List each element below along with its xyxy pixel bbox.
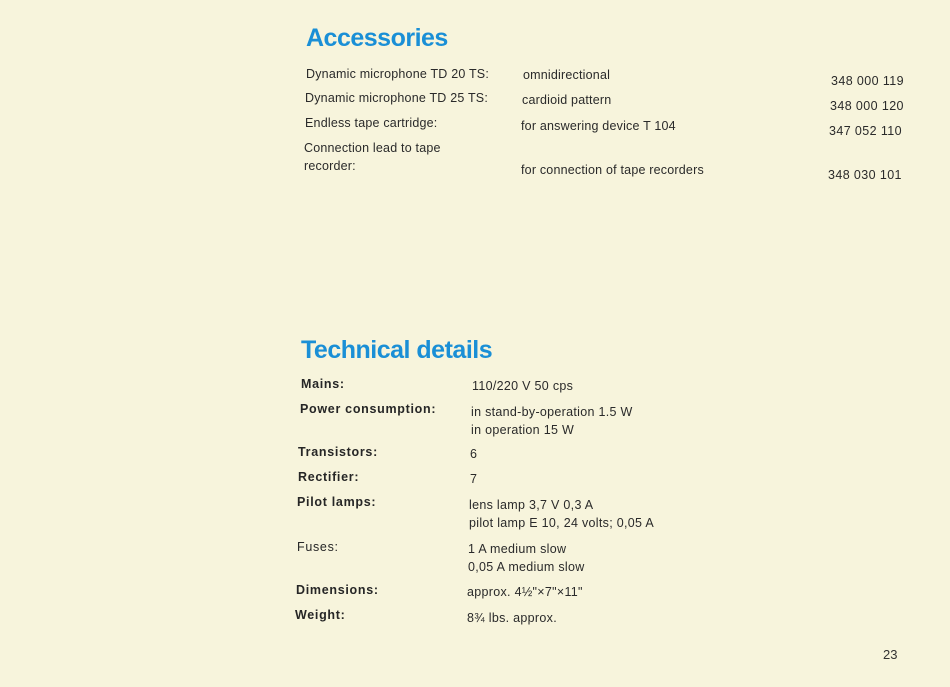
spec-value-line: 0,05 A medium slow (468, 560, 585, 574)
spec-value-line: 7 (470, 472, 478, 486)
spec-value-line: 8¾ lbs. approx. (467, 611, 557, 625)
spec-value-fuses (468, 540, 585, 576)
accessory-name: Dynamic microphone TD 25 TS: (305, 91, 488, 105)
spec-value-line: pilot lamp E 10, 24 volts; 0,05 A (469, 516, 655, 530)
spec-value-dimensions (467, 583, 583, 601)
spec-label-transistors: Transistors: (298, 445, 378, 459)
spec-value-line: in stand-by-operation 1.5 W (471, 405, 633, 419)
accessory-description: for connection of tape recorders (521, 163, 704, 177)
spec-value-line: lens lamp 3,7 V 0,3 A (469, 498, 594, 512)
spec-label-power-consumption: Power consumption: (300, 402, 437, 416)
accessories-heading: Accessories (306, 24, 448, 52)
accessory-name: Dynamic microphone TD 20 TS: (306, 67, 489, 81)
accessory-description: cardioid pattern (522, 93, 612, 107)
accessory-name: Endless tape cartridge: (305, 116, 438, 130)
spec-label-dimensions: Dimensions: (296, 583, 379, 597)
spec-value-pilot-lamps (469, 496, 654, 532)
spec-value-mains (472, 377, 573, 395)
spec-value-line: 110/220 V 50 cps (472, 379, 574, 393)
spec-value-rectifier (470, 470, 477, 488)
spec-value-weight (467, 609, 557, 627)
spec-value-transistors (470, 445, 477, 463)
accessory-number: 348 000 119 (831, 74, 904, 88)
spec-value-line: 1 A medium slow (468, 542, 567, 556)
accessory-number: 347 052 110 (829, 124, 902, 138)
spec-label-rectifier: Rectifier: (298, 470, 360, 484)
accessory-description: omnidirectional (523, 68, 611, 82)
spec-label-pilot-lamps: Pilot lamps: (297, 495, 377, 509)
spec-label-fuses: Fuses: (297, 540, 339, 554)
accessory-description: for answering device T 104 (521, 119, 676, 133)
spec-label-weight: Weight: (295, 608, 346, 622)
page-number: 23 (883, 647, 898, 662)
technical-details-heading: Technical details (301, 336, 493, 364)
accessory-number: 348 000 120 (830, 99, 904, 113)
spec-label-mains: Mains: (301, 377, 345, 391)
spec-value-line: approx. 4½"×7"×11" (467, 585, 583, 599)
spec-value-power-consumption (471, 403, 633, 439)
accessory-name: Connection lead to tape recorder: (304, 141, 441, 173)
spec-value-line: 6 (470, 447, 478, 461)
accessory-number: 348 030 101 (828, 168, 902, 182)
spec-value-line: in operation 15 W (471, 423, 575, 437)
